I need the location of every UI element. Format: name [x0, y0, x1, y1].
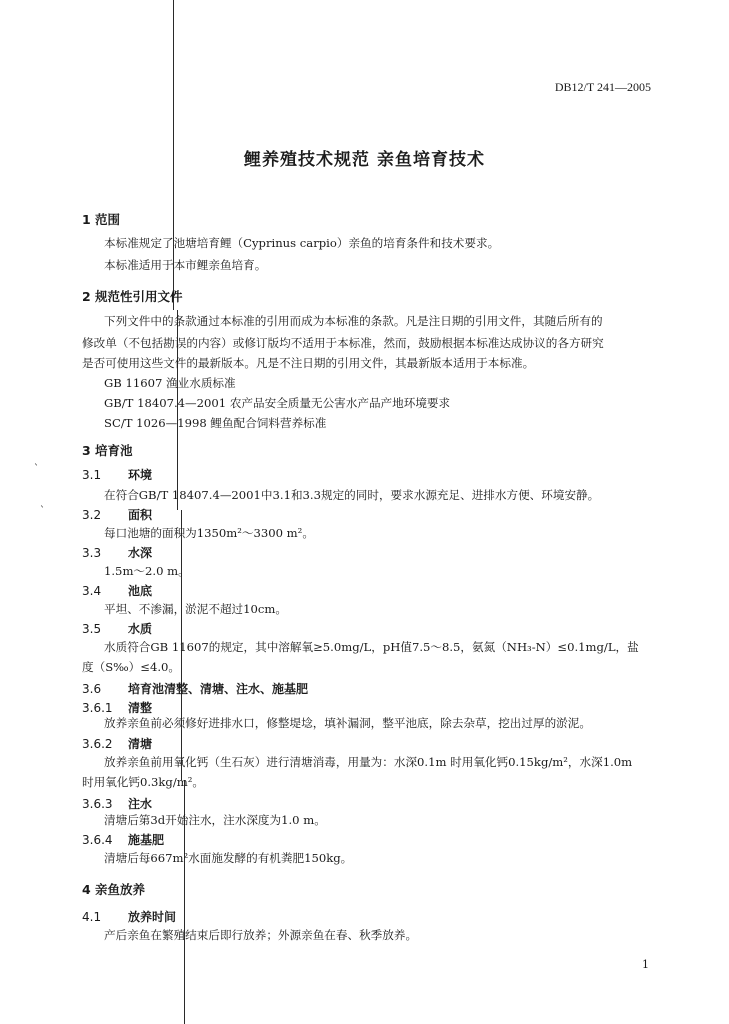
scan-speck: ` — [40, 506, 45, 517]
paragraph: 下列文件中的条款通过本标准的引用而成为本标准的条款。凡是注日期的引用文件，其随后所有的 — [104, 314, 603, 328]
paragraph: 本标准规定了池塘培育鲤（Cyprinus carpio）亲鱼的培育条件和技术要求。 — [104, 236, 500, 250]
subsection-heading: 3.1 环境 — [82, 468, 153, 482]
reference-item: SC/T 1026—1998 鲤鱼配合饲料营养标准 — [104, 416, 327, 430]
paragraph: 水质符合GB 11607的规定，其中溶解氧≥5.0mg/L，pH值7.5～8.5，氨氮（NH₃-N）≤0.1mg/L，盐 — [104, 640, 639, 654]
paragraph: 1.5m～2.0 m。 — [104, 564, 190, 578]
paragraph: 放养亲鱼前必须修好进排水口，修整堤埝，填补漏洞，整平池底，除去杂草，挖出过厚的淤泥。 — [104, 716, 591, 730]
paragraph: 本标准适用于本市鲤亲鱼培育。 — [104, 258, 267, 272]
standard-code: DB12/T 241—2005 — [554, 80, 651, 94]
subsection-heading: 3.5 水质 — [82, 622, 153, 636]
page-title: 鲤养殖技术规范 亲鱼培育技术 — [244, 150, 485, 170]
subsection-heading: 3.6 培育池清整、清塘、注水、施基肥 — [82, 682, 309, 696]
reference-item: GB/T 18407.4—2001 农产品安全质量无公害水产品产地环境要求 — [104, 396, 451, 410]
subsection-heading: 3.3 水深 — [82, 546, 153, 560]
page-number: 1 — [642, 958, 649, 971]
section-heading: 2 规范性引用文件 — [82, 289, 183, 304]
paragraph: 修改单（不包括勘误的内容）或修订版均不适用于本标准，然而，鼓励根据本标准达成协议的各方研究 — [82, 336, 604, 350]
paragraph: 清塘后每667m²水面施发酵的有机粪肥150kg。 — [104, 851, 353, 865]
paragraph: 每口池塘的面积为1350m²～3300 m²。 — [104, 526, 314, 540]
subsection-heading: 3.6.4 施基肥 — [82, 833, 165, 847]
subsection-heading: 3.6.1 清整 — [82, 701, 153, 715]
paragraph: 平坦、不渗漏，淤泥不超过10cm。 — [104, 602, 287, 616]
subsection-heading: 3.4 池底 — [82, 584, 153, 598]
section-heading: 3 培育池 — [82, 443, 133, 458]
subsection-heading: 3.2 面积 — [82, 508, 153, 522]
scan-speck: ` — [34, 464, 39, 475]
section-heading: 4 亲鱼放养 — [82, 882, 146, 897]
paragraph: 产后亲鱼在繁殖结束后即行放养；外源亲鱼在春、秋季放养。 — [104, 928, 418, 942]
reference-item: GB 11607 渔业水质标准 — [104, 376, 236, 390]
paragraph: 是否可使用这些文件的最新版本。凡是不注日期的引用文件，其最新版本适用于本标准。 — [82, 356, 535, 370]
paragraph: 放养亲鱼前用氧化钙（生石灰）进行清塘消毒，用量为：水深0.1m 时用氧化钙0.15kg/m²，水深1.0m — [104, 755, 633, 769]
subsection-heading: 4.1 放养时间 — [82, 910, 177, 924]
section-heading: 1 范围 — [82, 212, 121, 227]
paragraph: 在符合GB/T 18407.4—2001中3.1和3.3规定的同时，要求水源充足、进排水方便、环境安静。 — [104, 488, 600, 502]
paragraph: 清塘后第3d开始注水，注水深度为1.0 m。 — [104, 813, 326, 827]
paragraph: 时用氧化钙0.3kg/m²。 — [82, 775, 204, 789]
subsection-heading: 3.6.2 清塘 — [82, 737, 153, 751]
subsection-heading: 3.6.3 注水 — [82, 797, 153, 811]
paragraph: 度（S‰）≤4.0。 — [82, 660, 181, 674]
